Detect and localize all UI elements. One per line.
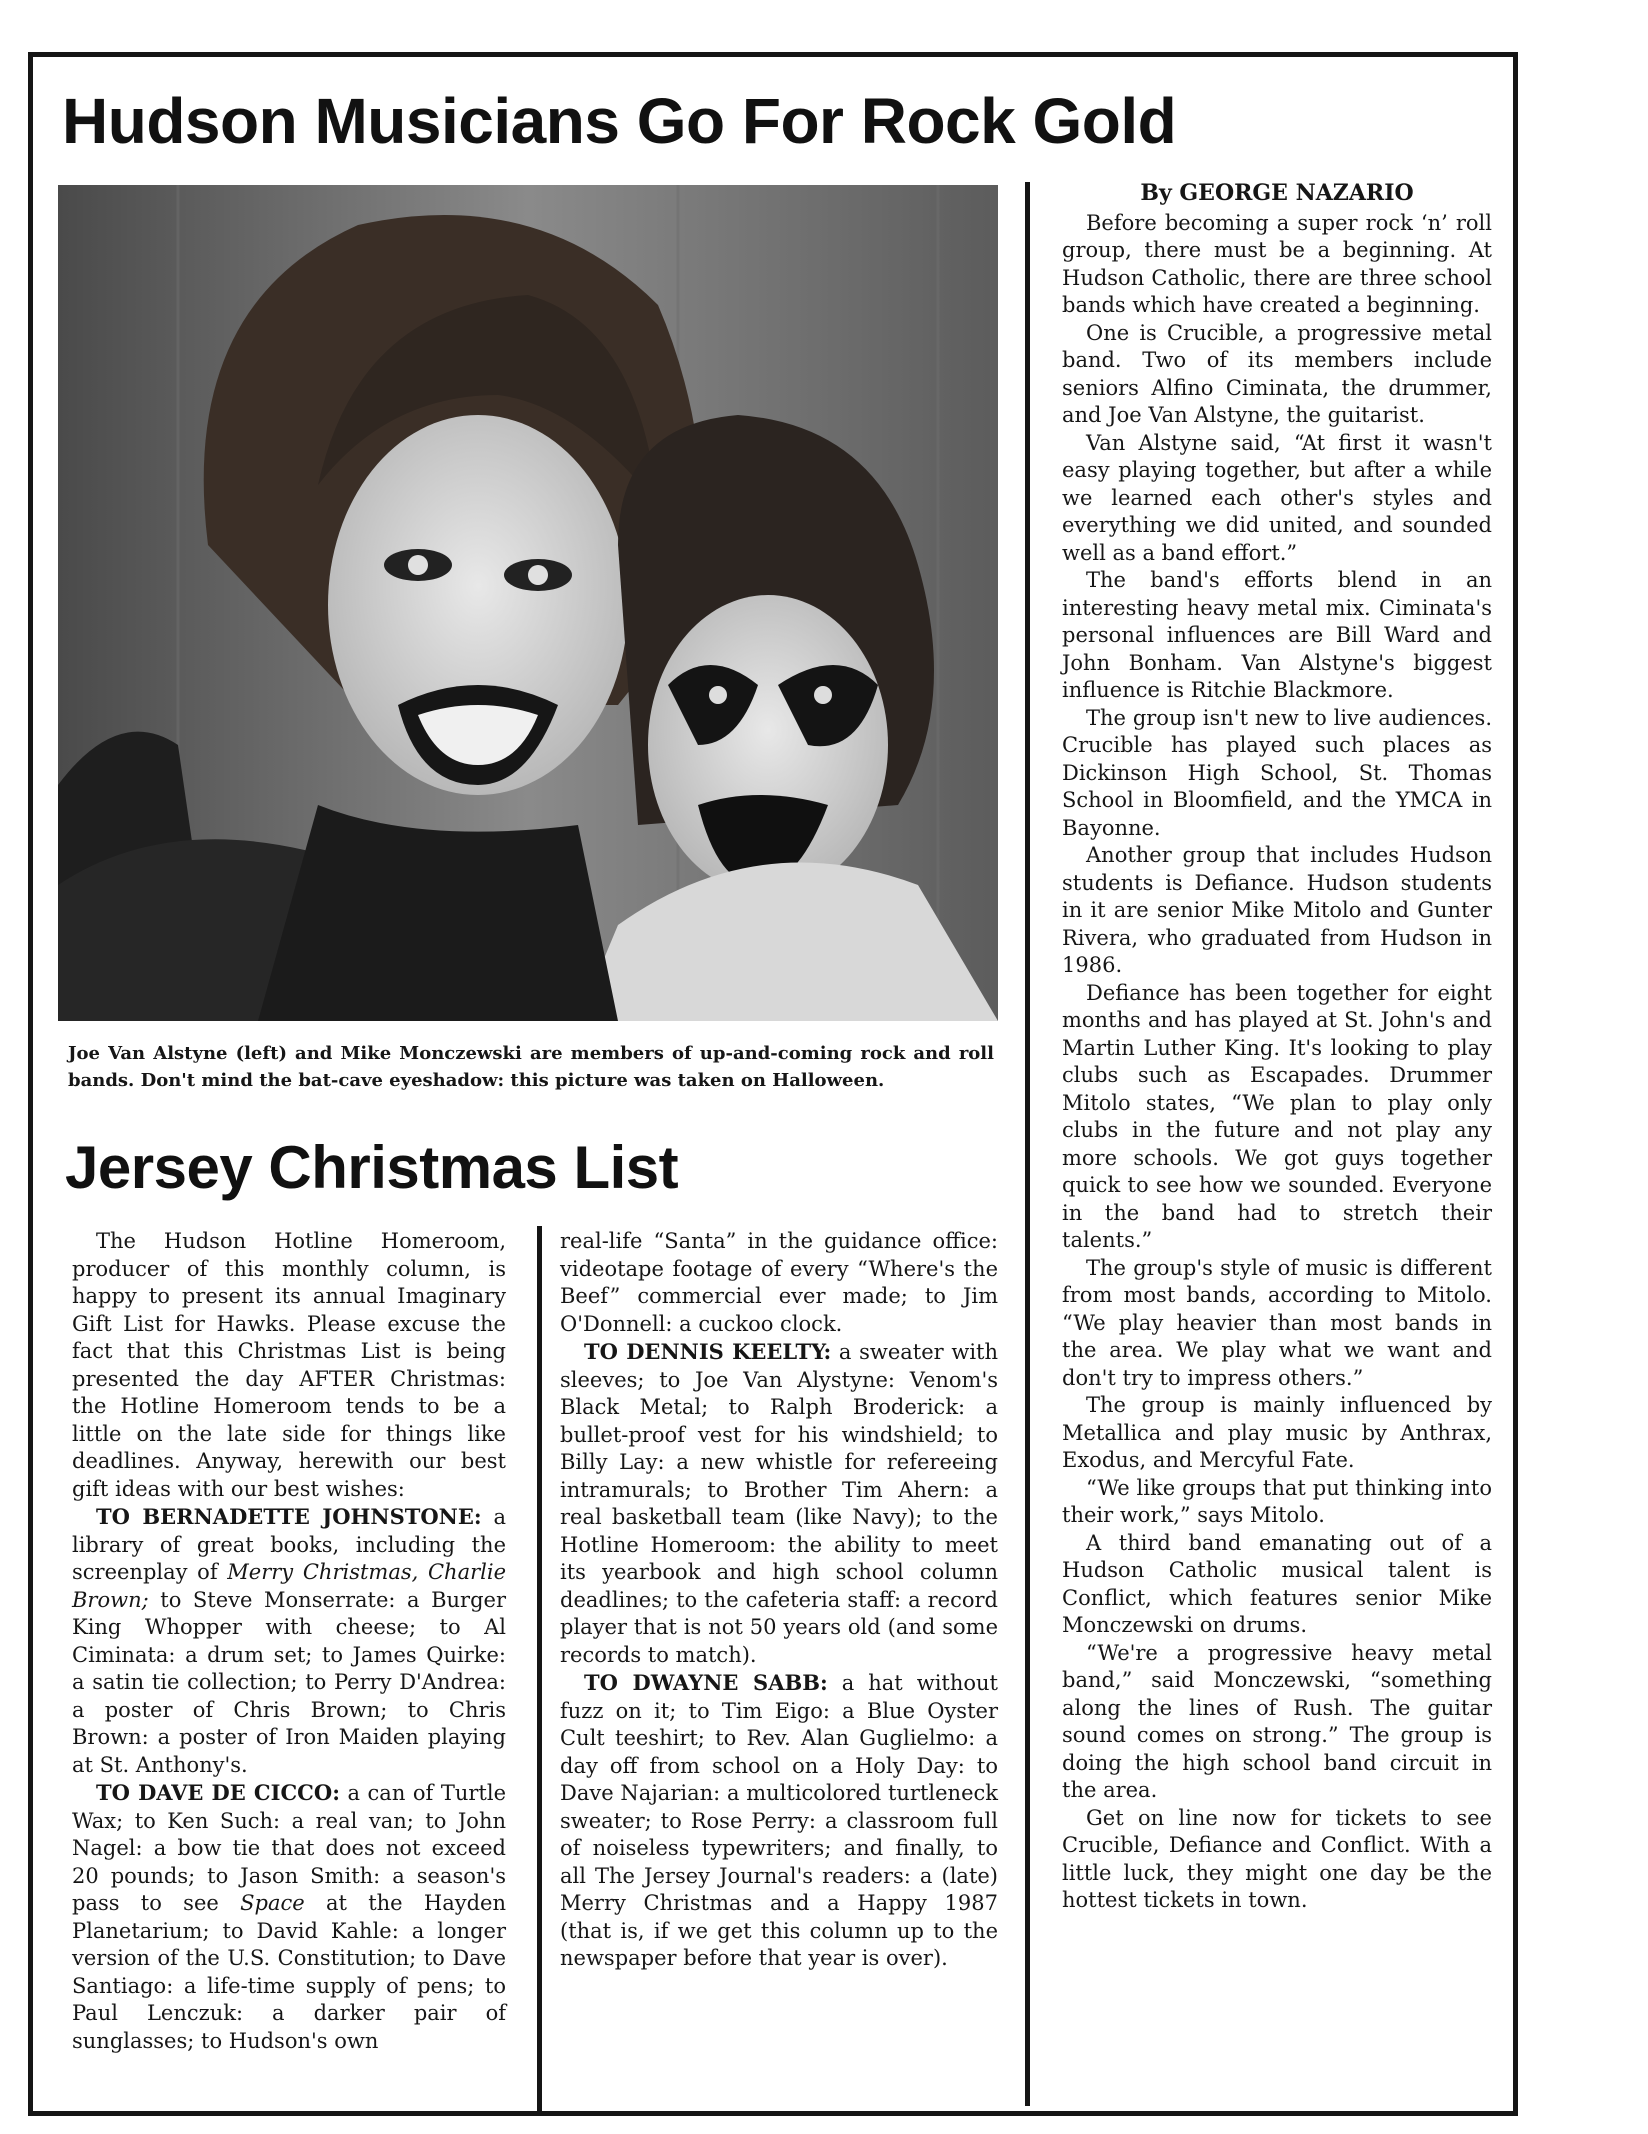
recipient-heading: TO DENNIS KEELTY: [584, 1339, 832, 1364]
paragraph [560, 1338, 998, 1669]
paragraph: A third band emanating out of a Hudson Catholic musical talent is Conflict, which features senior Mike Monczewski on drums. [1062, 1530, 1492, 1637]
text-run: at the Hayden Planetarium; to David Kahle: a longer version of the U.S. Constitution; to Dave Santiago: a life-time supply of pens; to Paul Lenczuk: a darker pair of sunglasses; to Hudson's own [72, 1891, 506, 2053]
paragraph: The group is mainly influenced by Metallica and play music by Anthrax, Exodus, and Mercyful Fate. [1062, 1393, 1492, 1472]
christmas-list-column-1 [72, 1228, 506, 2055]
paragraph: The group isn't new to live audiences. Crucible has played such places as Dickinson High School, St. Thomas School in Bloomfield, and the YMCA in Bayonne. [1062, 705, 1492, 840]
paragraph: One is Crucible, a progressive metal band. Two of its members include seniors Alfino Ciminata, the drummer, and Joe Van Alstyne, the guitarist. [1062, 320, 1492, 427]
paragraph [72, 1779, 506, 2055]
text-run: a hat without fuzz on it; to Tim Eigo: a Blue Oyster Cult teeshirt; to Rev. Alan Guglielmo: a day off from school on a Holy Day: to Dave Najarian: a multicolored turtleneck sweater; to Rose Perry: a classroom full of noiseless typewriters; and finally, to all The Jersey Journal's readers: a (late) Merry Christmas and a Happy 1987 (that is, if we get this column up to the newspaper before that year is over). [560, 1671, 998, 1970]
paragraph: The band's efforts blend in an interesting heavy metal mix. Ciminata's personal influences are Bill Ward and John Bonham. Van Alstyne's biggest influence is Ritchie Blackmore. [1062, 568, 1492, 702]
paragraph: “We like groups that put thinking into their work,” says Mitolo. [1062, 1475, 1492, 1527]
byline: By GEORGE NAZARIO [1140, 180, 1414, 206]
text-run: to Steve Monserrate: a Burger King Whopper with cheese; to Al Ciminata: a drum set; to James Quirke: a satin tie collection; to Perry D'Andrea: a poster of Chris Brown; to Chris Brown: a poster of Iron Maiden playing at St. Anthony's. [72, 1587, 506, 1777]
photo-caption: Joe Van Alstyne (left) and Mike Monczewski are members of up-and-coming rock and roll bands. Don't mind the bat-cave eyeshadow: this picture was taken on Halloween. [68, 1043, 994, 1091]
paragraph: The Hudson Hotline Homeroom, producer of this monthly column, is happy to present its annual Imaginary Gift List for Hawks. Please excuse the fact that this Christmas List is being presented the day AFTER Christmas: the Hotline Homeroom tends to be a little on the late side for things like deadlines. Anyway, herewith our best gift ideas with our best wishes: [72, 1229, 506, 1501]
title-italic: Space [240, 1891, 305, 1915]
paragraph: Another group that includes Hudson students is Defiance. Hudson students in it are senior Mike Mitolo and Gunter Rivera, who graduated from Hudson in 1986. [1062, 843, 1492, 977]
christmas-list-headline: Jersey Christmas List [65, 1134, 679, 1201]
paragraph: Defiance has been together for eight months and has played at St. John's and Martin Luther King. It's looking to play clubs such as Escapades. Drummer Mitolo states, “We plan to play only clubs in the future and not play any more schools. We got guys together quick to see how we sounded. Everyone in the band had to stretch their talents.” [1062, 980, 1492, 1252]
recipient-heading: TO DWAYNE SABB: [584, 1670, 828, 1695]
text-run: a can of Turtle Wax; to Ken Such: a real van; to John Nagel: a bow tie that does not exceed 20 pounds; to Jason Smith: a season's pass to see [72, 1781, 506, 1915]
recipient-heading: TO BERNADETTE JOHNSTONE: [96, 1504, 482, 1529]
text-run: a sweater with sleeves; to Joe Van Alystyne: Venom's Black Metal; to Ralph Broderick: a bullet-proof vest for his windshield; to Billy Lay: a new whistle for refereeing intramurals; to Brother Tim Ahern: a real basketball team (like Navy); to the Hotline Homeroom: the ability to meet its yearbook and high school column deadlines; to the cafeteria staff: a record player that is not 50 years old (and some records to match). [560, 1340, 998, 1667]
christmas-list-column-2 [560, 1228, 998, 1973]
musicians-article-column [1062, 180, 1492, 1915]
column-divider [1025, 182, 1030, 2106]
paragraph: Van Alstyne said, “At first it wasn't easy playing together, but after a while we learned each other's styles and everything we did united, and sounded well as a band effort.” [1062, 430, 1492, 565]
paragraph [560, 1669, 998, 1973]
column-divider [537, 1226, 542, 2116]
paragraph: Get on line now for tickets to see Crucible, Defiance and Conflict. With a little luck, they might one day be the hottest tickets in town. [1062, 1805, 1492, 1912]
paragraph: real-life “Santa” in the guidance office: videotape footage of every “Where's the Beef” commercial ever made; to Jim O'Donnell: a cuckoo clock. [560, 1229, 998, 1336]
text-run: a library of great books, including the screenplay of [72, 1505, 506, 1584]
paragraph: The group's style of music is different from most bands, according to Mitolo. “We play heavier than most bands in the area. We play what we want and don't try to impress others.” [1062, 1255, 1492, 1390]
title-italic: Merry Christmas, Charlie Brown; [72, 1560, 506, 1612]
article-headline: Hudson Musicians Go For Rock Gold [62, 85, 1177, 157]
recipient-heading: TO DAVE DE CICCO: [96, 1780, 340, 1805]
paragraph: “We're a progressive heavy metal band,” said Monczewski, “something along the lines of Rush. The guitar sound comes on strong.” The group is doing the high school band circuit in the area. [1062, 1640, 1492, 1802]
band-members-photo [58, 185, 998, 1021]
paragraph: Before becoming a super rock ‘n’ roll group, there must be a beginning. At Hudson Catholic, there are three school bands which have created a beginning. [1062, 210, 1492, 317]
paragraph [72, 1503, 506, 1779]
